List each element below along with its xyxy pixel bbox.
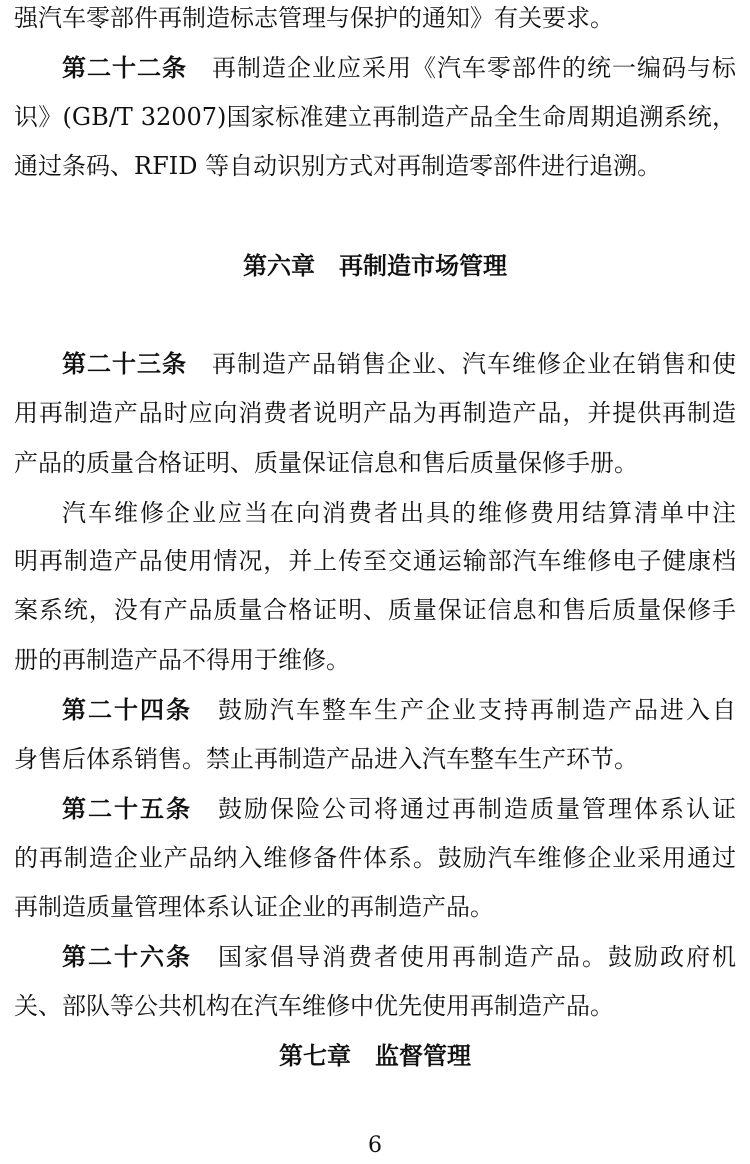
article-22-text: 再制造企业应采用《汽车零部件的统一编码与标: [211, 54, 736, 82]
article-26-text: 国家倡导消费者使用再制造产品。鼓励政府机: [216, 943, 736, 971]
paragraph-line: 的再制造企业产品纳入维修备件体系。鼓励汽车维修企业采用通过: [14, 844, 736, 872]
article-24-first-line: [14, 694, 736, 726]
article-22-first-line: [14, 52, 736, 84]
paragraph-line: 用再制造产品时应向消费者说明产品为再制造产品，并提供再制造: [14, 399, 736, 427]
article-22-heading: 第二十二条: [62, 54, 187, 82]
paragraph-line: 身售后体系销售。禁止再制造产品进入汽车整车生产环节。: [14, 745, 638, 773]
article-26-first-line: [14, 941, 736, 973]
article-26-heading: 第二十六条: [62, 943, 192, 971]
article-24-text: 鼓励汽车整车生产企业支持再制造产品进入自: [216, 696, 736, 724]
paragraph-line: 再制造质量管理体系认证企业的再制造产品。: [14, 893, 494, 921]
paragraph-line: 册的再制造产品不得用于维修。: [14, 646, 350, 674]
page-number: 6: [368, 1133, 382, 1158]
paragraph-line: 强汽车零部件再制造标志管理与保护的通知》有关要求。: [14, 4, 614, 32]
paragraph-line: 汽车维修企业应当在向消费者出具的维修费用结算清单中注: [62, 499, 736, 527]
article-25-first-line: [14, 793, 736, 825]
article-23-heading: 第二十三条: [62, 350, 187, 378]
paragraph-line: 识》(GB/T 32007)国家标准建立再制造产品全生命周期追溯系统，: [14, 103, 736, 131]
article-25-text: 鼓励保险公司将通过再制造质量管理体系认证: [216, 795, 736, 823]
paragraph-line: 通过条码、RFID 等自动识别方式对再制造零部件进行追溯。: [14, 152, 662, 180]
article-24-heading: 第二十四条: [62, 696, 192, 724]
article-23-text: 再制造产品销售企业、汽车维修企业在销售和使: [211, 350, 736, 378]
article-23-first-line: [14, 348, 736, 380]
article-25-heading: 第二十五条: [62, 795, 192, 823]
chapter-7-heading: 第七章 监督管理: [279, 1042, 471, 1070]
paragraph-line: 产品的质量合格证明、质量保证信息和售后质量保修手册。: [14, 449, 638, 477]
paragraph-line: 明再制造产品使用情况，并上传至交通运输部汽车维修电子健康档: [14, 547, 736, 575]
chapter-6-heading: 第六章 再制造市场管理: [243, 252, 507, 280]
paragraph-line: 案系统，没有产品质量合格证明、质量保证信息和售后质量保修手: [14, 596, 736, 624]
paragraph-line: 关、部队等公共机构在汽车维修中优先使用再制造产品。: [14, 992, 614, 1020]
